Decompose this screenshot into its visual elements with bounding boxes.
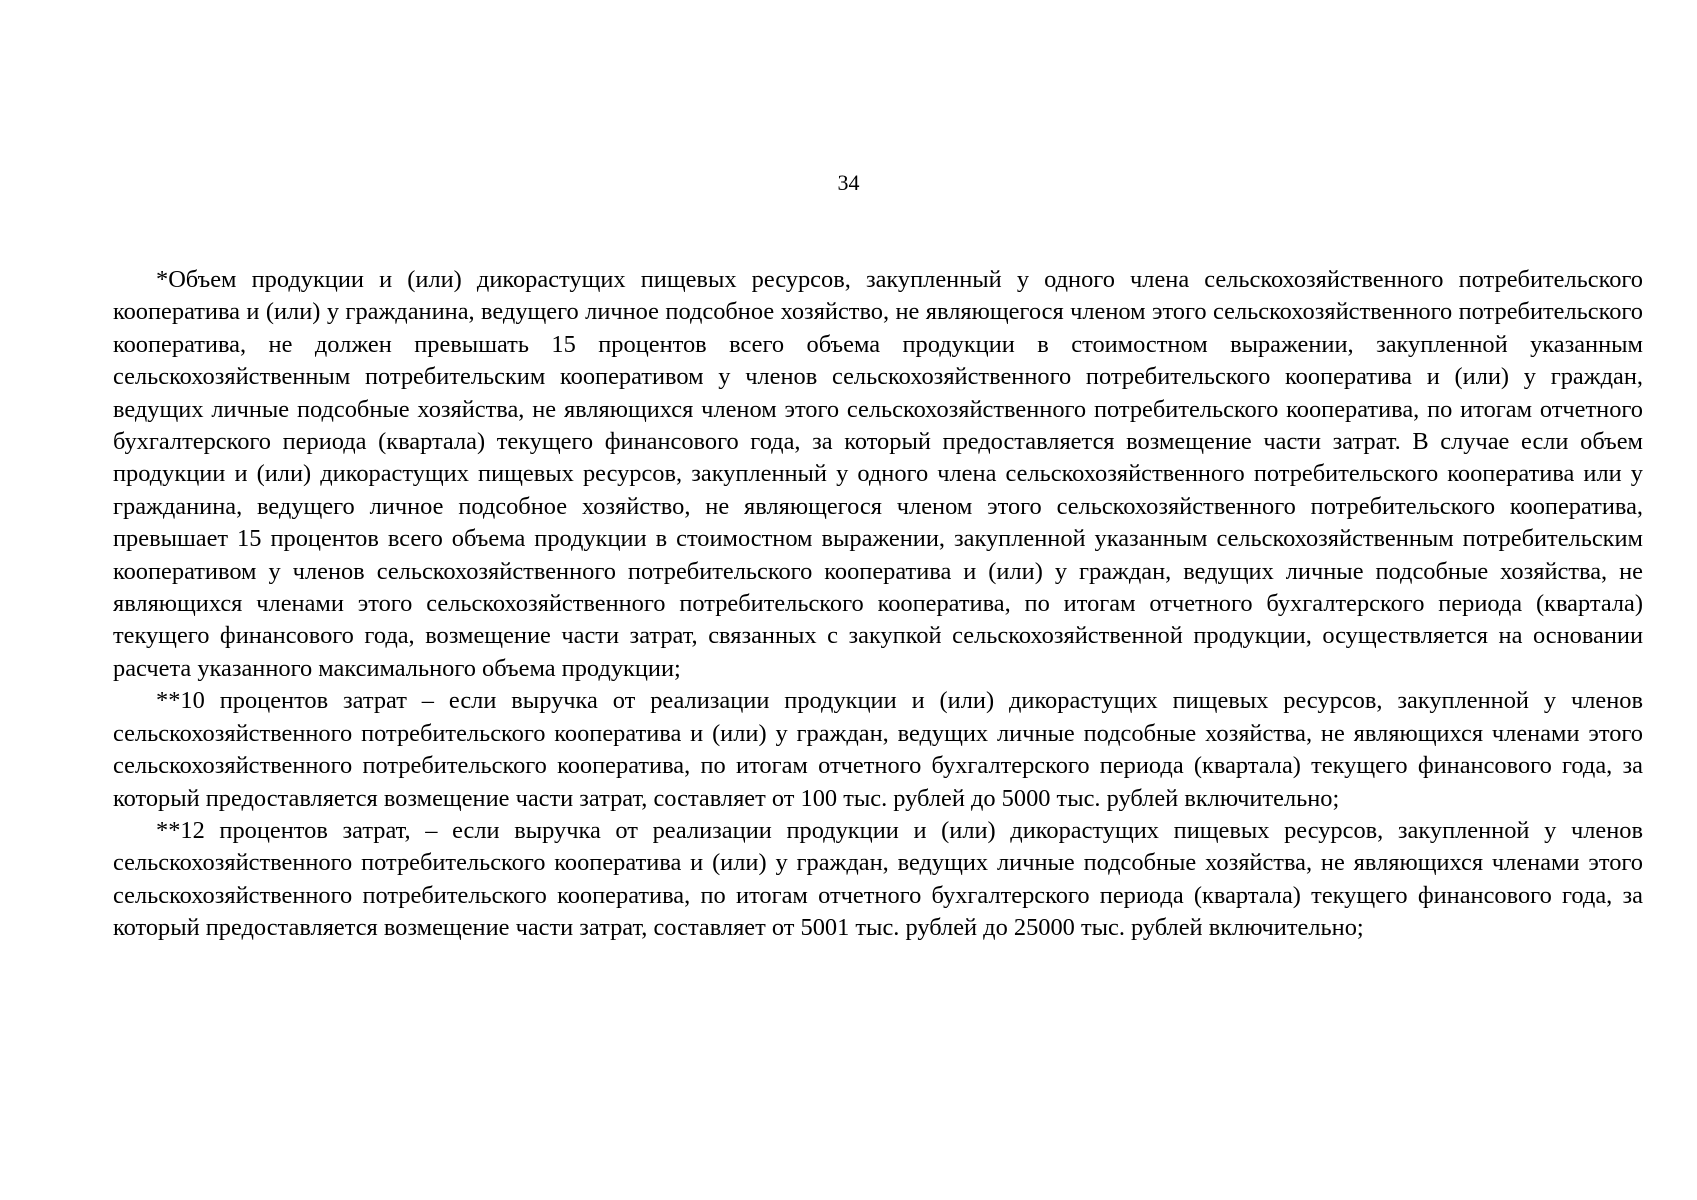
page-number: 34 [837, 170, 860, 195]
footnote-12-percent: **12 процентов затрат, – если выручка от реализации продукции и (или) дикорастущих пищевых ресурсов, закупленной у членов сельскохозяйственного потребительского кооператива и (или) у граждан, ведущих личные подсобные хозяйства, не являющихся членами этого сельскохозяйственного потребительского кооператива, по итогам отчетного бухгалтерского периода (квартала) текущего финансового года, за который предоставляется возмещение части затрат, составляет от 5001 тыс. рублей до 25000 тыс. рублей включительно; [113, 816, 1643, 942]
footnote-volume-limit: *Объем продукции и (или) дикорастущих пищевых ресурсов, закупленный у одного члена сельскохозяйственного потребительского кооператива и (или) у гражданина, ведущего личное подсобное хозяйство, не являющегося членом этого сельскохозяйственного потребительского кооператива, не должен превышать 15 процентов всего объема продукции в стоимостном выражении, закупленной указанным сельскохозяйственным потребительским кооперативом у членов сельскохозяйственного потребительского кооператива и (или) у граждан, ведущих личные подсобные хозяйства, не являющихся членом этого сельскохозяйственного потребительского кооператива, по итогам отчетного бухгалтерского периода (квартала) текущего финансового года, за который предоставляется возмещение части затрат. В случае если объем продукции и (или) дикорастущих пищевых ресурсов, закупленный у одного члена сельскохозяйственного потребительского кооператива или у гражданина, ведущего личное подсобное хозяйство, не являющегося членом этого сельскохозяйственного потребительского кооператива, превышает 15 процентов всего объема продукции в стоимостном выражении, закупленной указанным сельскохозяйственным потребительским кооперативом у членов сельскохозяйственного потребительского кооператива и (или) у граждан, ведущих личные подсобные хозяйства, не являющихся членами этого сельскохозяйственного потребительского кооператива, по итогам отчетного бухгалтерского периода (квартала) текущего финансового года, возмещение части затрат, связанных с закупкой сельскохозяйственной продукции, осуществляется на основании расчета указанного максимального объема продукции; [113, 266, 1643, 682]
document-body [113, 264, 1643, 945]
footnote-10-percent: **10 процентов затрат – если выручка от реализации продукции и (или) дикорастущих пищевых ресурсов, закупленной у членов сельскохозяйственного потребительского кооператива и (или) у граждан, ведущих личные подсобные хозяйства, не являющихся членами этого сельскохозяйственного потребительского кооператива, по итогам отчетного бухгалтерского периода (квартала) текущего финансового года, за который предоставляется возмещение части затрат, составляет от 100 тыс. рублей до 5000 тыс. рублей включительно; [113, 687, 1643, 812]
